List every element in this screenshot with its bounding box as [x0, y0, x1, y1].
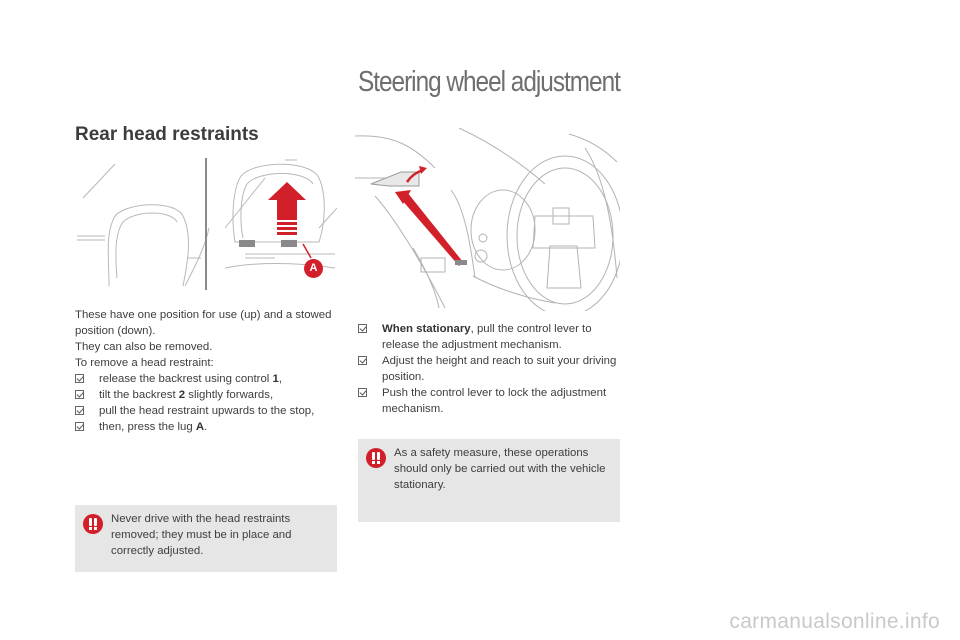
step-item [358, 353, 620, 385]
step-text: . [204, 421, 208, 433]
step-bold: A [195, 421, 205, 433]
checkbox-icon [75, 390, 84, 399]
step-item [75, 371, 337, 387]
step-bold: 2 [178, 389, 186, 401]
head-restraint-illustration [75, 158, 337, 290]
warning-box-steering [358, 439, 620, 522]
section-title-head-restraints: Rear head restraints [75, 124, 259, 145]
step-item [75, 403, 337, 419]
warning-box-head-restraints [75, 505, 337, 572]
step-text: tilt the backrest [99, 389, 179, 401]
intro-line: They can also be removed. [75, 341, 213, 353]
steering-text [358, 321, 620, 417]
step-item [75, 419, 337, 435]
intro-line: These have one position for use (up) and a stowed position (down). [75, 309, 332, 337]
checkbox-icon [75, 374, 84, 383]
step-item [75, 387, 337, 403]
watermark: carmanualsonline.info [729, 610, 940, 633]
step-text: pull the head restraint upwards to the stop, [99, 405, 315, 417]
checkbox-icon [358, 324, 367, 333]
checkbox-icon [358, 388, 367, 397]
step-text: release the backrest using control [99, 373, 273, 385]
step-text: , pull the control lever to release the adjustment mechanism. [382, 323, 592, 351]
step-bold: 1 [272, 373, 279, 385]
step-text: Push the control lever to lock the adjustment mechanism. [382, 387, 607, 415]
checkbox-icon [358, 356, 367, 365]
step-item [358, 321, 620, 353]
step-bold: When stationary [382, 323, 471, 335]
step-text: slightly forwards, [185, 389, 274, 401]
warning-text: As a safety measure, these operations should only be carried out with the vehicle stationary. [394, 447, 606, 491]
callout-a-label: A [309, 262, 318, 274]
step-text: then, press the lug [99, 421, 196, 433]
intro-line: To remove a head restraint: [75, 357, 214, 369]
callout-a-badge [304, 259, 323, 278]
head-restraint-text [75, 307, 337, 435]
steering-wheel-illustration [355, 128, 620, 311]
page-title: Steering wheel adjustment [358, 66, 620, 98]
checkbox-icon [75, 422, 84, 431]
step-text: , [278, 373, 283, 385]
step-item [358, 385, 620, 417]
step-text: Adjust the height and reach to suit your driving position. [382, 355, 617, 383]
warning-text: Never drive with the head restraints removed; they must be in place and correctly adjusted. [111, 513, 292, 557]
checkbox-icon [75, 406, 84, 415]
warning-icon [366, 448, 386, 468]
warning-icon [83, 514, 103, 534]
